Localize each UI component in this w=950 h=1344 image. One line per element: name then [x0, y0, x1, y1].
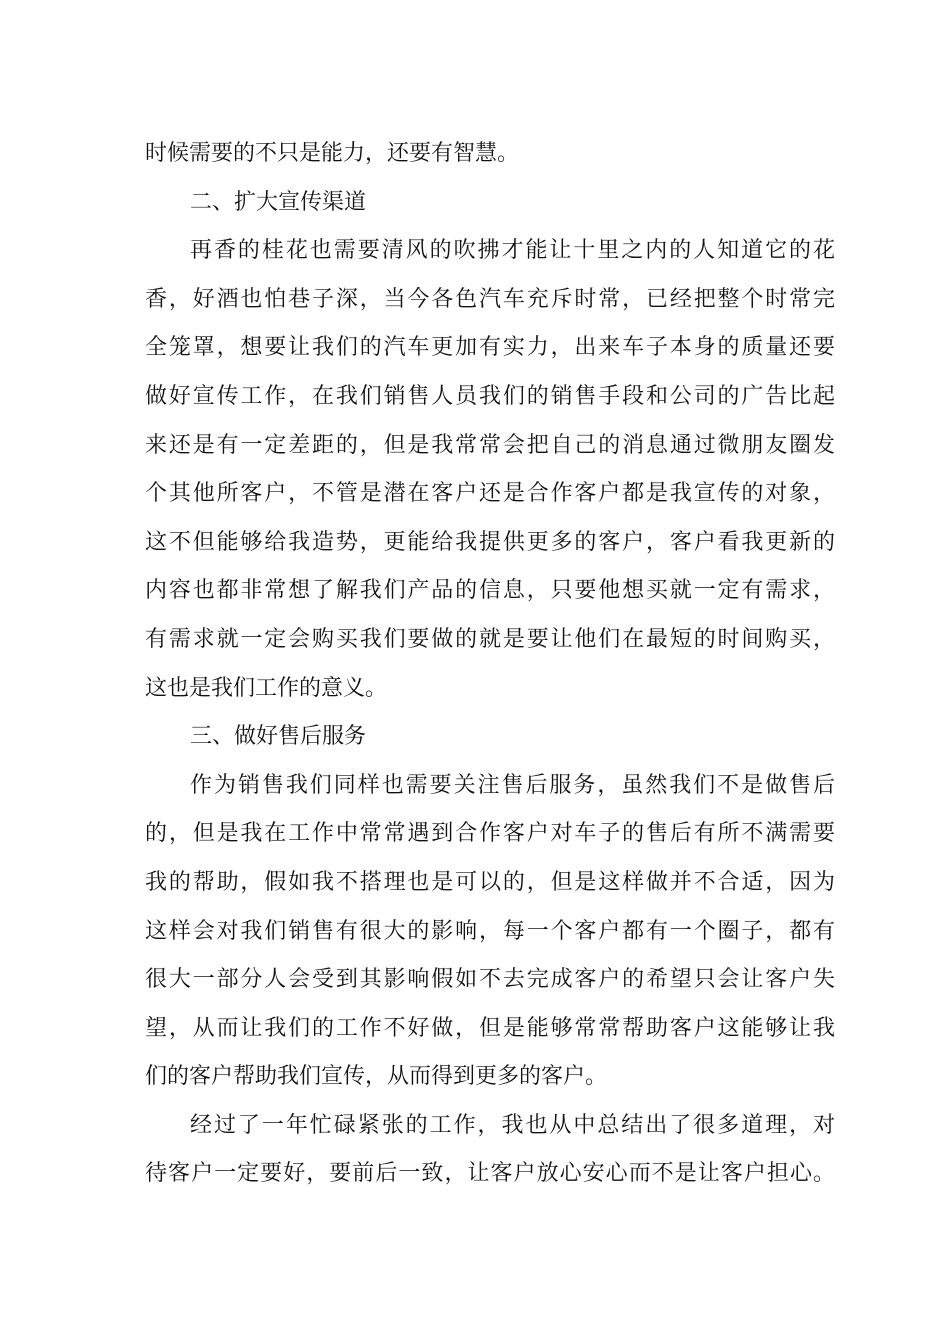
- section-heading-2: 二、扩大宣传渠道: [190, 189, 367, 215]
- text-line-4: 香，好酒也怕巷子深，当今各色汽车充斥时常，已经把整个时常完: [145, 286, 835, 312]
- text-line-18: 很大一部分人会受到其影响假如不去完成客户的希望只会让客户失: [145, 967, 835, 993]
- text-line-16: 我的帮助，假如我不搭理也是可以的，但是这样做并不合适，因为: [145, 869, 835, 895]
- text-line-8: 个其他所客户，不管是潜在客户还是合作客户都是我宣传的对象，: [145, 481, 835, 507]
- document-body: [145, 130, 835, 1199]
- text-line-10: 内容也都非常想了解我们产品的信息，只要他想买就一定有需求，: [145, 578, 835, 604]
- text-line-21: 经过了一年忙碌紧张的工作，我也从中总结出了很多道理，对: [190, 1112, 835, 1138]
- text-line-17: 这样会对我们销售有很大的影响，每一个客户都有一个圈子，都有: [145, 918, 835, 944]
- text-line-12: 这也是我们工作的意义。: [145, 675, 388, 701]
- text-line-1: 时候需要的不只是能力，还要有智慧。: [145, 141, 520, 166]
- text-line-5: 全笼罩，想要让我们的汽车更加有实力，出来车子本身的质量还要: [145, 335, 835, 361]
- text-line-3: 再香的桂花也需要清风的吹拂才能让十里之内的人知道它的花: [190, 238, 835, 264]
- text-line-7: 来还是有一定差距的，但是我常常会把自己的消息通过微朋友圈发: [145, 432, 835, 458]
- text-line-20: 们的客户帮助我们宣传，从而得到更多的客户。: [145, 1064, 608, 1090]
- text-line-14: 作为销售我们同样也需要关注售后服务，虽然我们不是做售后: [190, 772, 835, 798]
- text-line-9: 这不但能够给我造势，更能给我提供更多的客户，客户看我更新的: [145, 529, 835, 555]
- text-line-19: 望，从而让我们的工作不好做，但是能够常常帮助客户这能够让我: [145, 1015, 835, 1041]
- text-line-6: 做好宣传工作，在我们销售人员我们的销售手段和公司的广告比起: [145, 383, 835, 409]
- text-line-22: 待客户一定要好，要前后一致，让客户放心安心而不是让客户担心。: [145, 1161, 835, 1187]
- text-line-11: 有需求就一定会购买我们要做的就是要让他们在最短的时间购买，: [145, 626, 835, 652]
- section-heading-3: 三、做好售后服务: [190, 724, 367, 750]
- text-line-15: 的，但是我在工作中常常遇到合作客户对车子的售后有所不满需要: [145, 821, 835, 847]
